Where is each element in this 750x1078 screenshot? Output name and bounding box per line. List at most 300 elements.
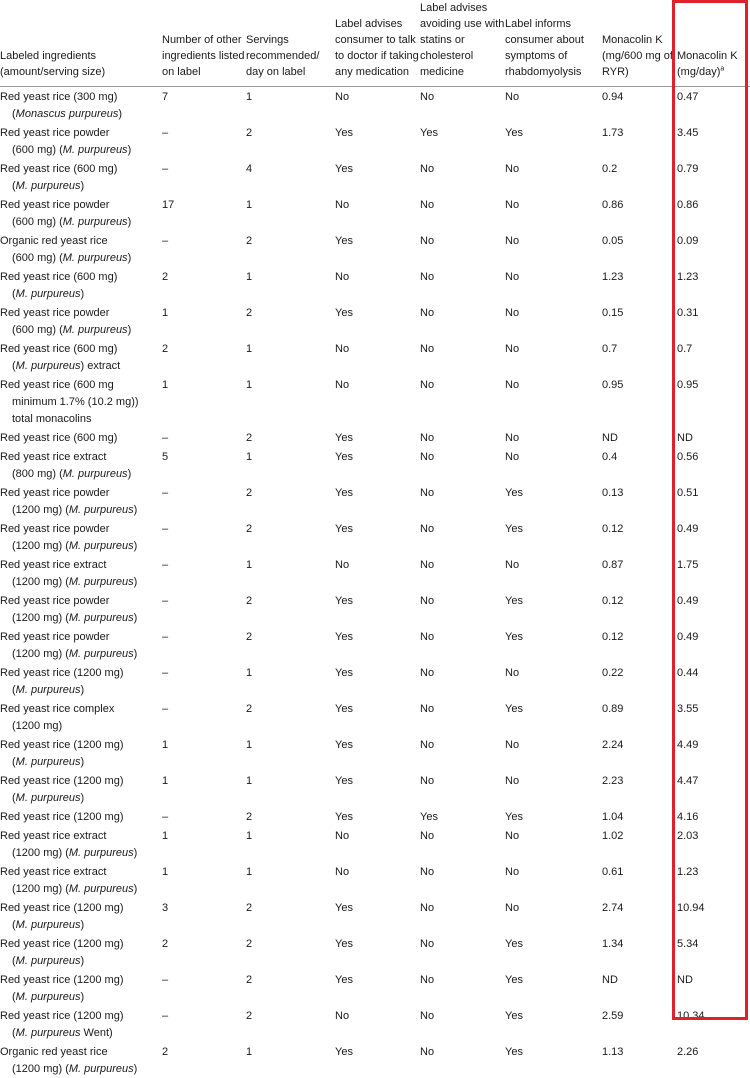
cell-monacolin-per-day: 4.47 <box>677 771 750 807</box>
cell-monacolin-per-600mg: 0.12 <box>602 591 677 627</box>
cell-talk-to-doctor: Yes <box>335 231 420 267</box>
cell-monacolin-per-day: 0.56 <box>677 447 750 483</box>
cell-avoid-statins: No <box>420 826 505 862</box>
cell-avoid-statins: No <box>420 699 505 735</box>
table-row <box>0 934 750 970</box>
cell-other-ingredients: 3 <box>162 898 246 934</box>
cell-talk-to-doctor: Yes <box>335 591 420 627</box>
table-row <box>0 862 750 898</box>
cell-talk-to-doctor: Yes <box>335 970 420 1006</box>
cell-other-ingredients: – <box>162 159 246 195</box>
cell-avoid-statins: No <box>420 87 505 124</box>
ingredient-line: (Monascus purpureus) <box>0 106 162 123</box>
ingredient-line: (1200 mg) (M. purpureus) <box>0 646 162 663</box>
cell-rhabdomyolysis: No <box>505 195 602 231</box>
cell-rhabdomyolysis: Yes <box>505 627 602 663</box>
cell-monacolin-per-600mg: 0.2 <box>602 159 677 195</box>
cell-monacolin-per-600mg: 1.34 <box>602 934 677 970</box>
cell-monacolin-per-day: 0.86 <box>677 195 750 231</box>
cell-servings: 1 <box>246 195 335 231</box>
cell-servings: 2 <box>246 483 335 519</box>
table-row <box>0 826 750 862</box>
cell-monacolin-per-day: ND <box>677 970 750 1006</box>
cell-ingredients <box>0 483 162 519</box>
cell-ingredients <box>0 195 162 231</box>
ingredient-line: Organic red yeast rice <box>0 235 108 247</box>
cell-talk-to-doctor: No <box>335 1006 420 1042</box>
cell-monacolin-per-day: 3.55 <box>677 699 750 735</box>
cell-ingredients <box>0 934 162 970</box>
cell-ingredients <box>0 447 162 483</box>
cell-avoid-statins: No <box>420 339 505 375</box>
cell-ingredients <box>0 862 162 898</box>
cell-monacolin-per-600mg: 2.74 <box>602 898 677 934</box>
cell-rhabdomyolysis: No <box>505 735 602 771</box>
cell-other-ingredients: 1 <box>162 375 246 428</box>
cell-servings: 1 <box>246 555 335 591</box>
cell-talk-to-doctor: Yes <box>335 519 420 555</box>
cell-other-ingredients: – <box>162 591 246 627</box>
table-row <box>0 483 750 519</box>
cell-monacolin-per-600mg: ND <box>602 428 677 447</box>
cell-avoid-statins: Yes <box>420 807 505 826</box>
table-row <box>0 87 750 124</box>
ingredient-line: (600 mg) (M. purpureus) <box>0 142 162 159</box>
table-row <box>0 807 750 826</box>
cell-monacolin-per-day: ND <box>677 428 750 447</box>
cell-monacolin-per-600mg: 2.23 <box>602 771 677 807</box>
cell-servings: 1 <box>246 267 335 303</box>
table-row <box>0 159 750 195</box>
ingredient-line: Red yeast rice powder <box>0 523 109 535</box>
cell-monacolin-per-600mg: 0.87 <box>602 555 677 591</box>
cell-monacolin-per-day: 0.49 <box>677 591 750 627</box>
cell-rhabdomyolysis: Yes <box>505 591 602 627</box>
cell-rhabdomyolysis: No <box>505 231 602 267</box>
cell-rhabdomyolysis: No <box>505 862 602 898</box>
cell-other-ingredients: – <box>162 483 246 519</box>
cell-talk-to-doctor: Yes <box>335 303 420 339</box>
header-other-ingredients: Number of other ingredients listed on label <box>162 0 246 87</box>
cell-avoid-statins: Yes <box>420 123 505 159</box>
ingredient-line: Red yeast rice powder <box>0 199 109 211</box>
table-row <box>0 519 750 555</box>
table-row <box>0 898 750 934</box>
cell-ingredients <box>0 159 162 195</box>
cell-ingredients <box>0 699 162 735</box>
cell-rhabdomyolysis: Yes <box>505 699 602 735</box>
ingredient-line: total monacolins <box>0 411 162 428</box>
cell-servings: 2 <box>246 519 335 555</box>
ingredient-line: Red yeast rice powder <box>0 631 109 643</box>
table-row <box>0 195 750 231</box>
ingredient-line: (M. purpureus) <box>0 178 162 195</box>
cell-rhabdomyolysis: Yes <box>505 934 602 970</box>
cell-servings: 1 <box>246 375 335 428</box>
cell-other-ingredients: 2 <box>162 1042 246 1078</box>
table-row <box>0 447 750 483</box>
ingredient-line: (1200 mg) <box>0 718 162 735</box>
cell-ingredients <box>0 807 162 826</box>
cell-rhabdomyolysis: No <box>505 898 602 934</box>
ingredient-line: Red yeast rice powder <box>0 487 109 499</box>
cell-ingredients <box>0 1042 162 1078</box>
cell-other-ingredients: 7 <box>162 87 246 124</box>
cell-ingredients <box>0 826 162 862</box>
ingredient-line: Red yeast rice (1200 mg) <box>0 811 124 823</box>
ingredient-line: Red yeast rice powder <box>0 595 109 607</box>
cell-ingredients <box>0 555 162 591</box>
cell-rhabdomyolysis: No <box>505 663 602 699</box>
cell-servings: 2 <box>246 699 335 735</box>
ingredient-line: (1200 mg) (M. purpureus) <box>0 538 162 555</box>
ingredient-line: Red yeast rice (1200 mg) <box>0 902 124 914</box>
cell-monacolin-per-day: 4.49 <box>677 735 750 771</box>
cell-other-ingredients: 2 <box>162 267 246 303</box>
cell-talk-to-doctor: No <box>335 826 420 862</box>
cell-ingredients <box>0 898 162 934</box>
cell-monacolin-per-600mg: 1.04 <box>602 807 677 826</box>
cell-servings: 1 <box>246 339 335 375</box>
cell-monacolin-per-600mg: 1.02 <box>602 826 677 862</box>
cell-monacolin-per-600mg: 0.7 <box>602 339 677 375</box>
ingredient-line: (1200 mg) (M. purpureus) <box>0 610 162 627</box>
cell-ingredients <box>0 771 162 807</box>
cell-servings: 1 <box>246 447 335 483</box>
cell-monacolin-per-600mg: 2.59 <box>602 1006 677 1042</box>
table-row <box>0 303 750 339</box>
cell-ingredients <box>0 735 162 771</box>
table-row <box>0 339 750 375</box>
ingredient-line: (600 mg) (M. purpureus) <box>0 322 162 339</box>
table-row <box>0 1042 750 1078</box>
ingredient-line: (1200 mg) (M. purpureus) <box>0 502 162 519</box>
cell-talk-to-doctor: Yes <box>335 123 420 159</box>
cell-other-ingredients: – <box>162 1006 246 1042</box>
ingredient-line: Red yeast rice (1200 mg) <box>0 667 124 679</box>
cell-avoid-statins: No <box>420 483 505 519</box>
cell-talk-to-doctor: No <box>335 339 420 375</box>
cell-servings: 1 <box>246 87 335 124</box>
cell-servings: 2 <box>246 428 335 447</box>
cell-servings: 2 <box>246 231 335 267</box>
ingredient-line: Red yeast rice (1200 mg) <box>0 775 124 787</box>
cell-other-ingredients: 5 <box>162 447 246 483</box>
cell-talk-to-doctor: No <box>335 87 420 124</box>
cell-ingredients <box>0 519 162 555</box>
cell-avoid-statins: No <box>420 267 505 303</box>
cell-other-ingredients: – <box>162 428 246 447</box>
cell-ingredients <box>0 339 162 375</box>
cell-servings: 1 <box>246 663 335 699</box>
table-row <box>0 771 750 807</box>
cell-talk-to-doctor: Yes <box>335 663 420 699</box>
ingredient-line: (M. purpureus) extract <box>0 358 162 375</box>
ingredient-line: (M. purpureus) <box>0 989 162 1006</box>
ingredient-line: Red yeast rice (1200 mg) <box>0 974 124 986</box>
cell-monacolin-per-600mg: 1.13 <box>602 1042 677 1078</box>
cell-other-ingredients: – <box>162 807 246 826</box>
cell-monacolin-per-600mg: 0.13 <box>602 483 677 519</box>
cell-rhabdomyolysis: No <box>505 375 602 428</box>
cell-servings: 2 <box>246 303 335 339</box>
cell-monacolin-per-600mg: 0.15 <box>602 303 677 339</box>
ingredient-line: Organic red yeast rice <box>0 1046 108 1058</box>
cell-rhabdomyolysis: No <box>505 159 602 195</box>
table-row <box>0 375 750 428</box>
cell-monacolin-per-600mg: 0.95 <box>602 375 677 428</box>
cell-avoid-statins: No <box>420 447 505 483</box>
cell-monacolin-per-600mg: 0.89 <box>602 699 677 735</box>
cell-monacolin-per-600mg: 0.86 <box>602 195 677 231</box>
ingredient-line: (M. purpureus) <box>0 286 162 303</box>
ingredient-line: Red yeast rice extract <box>0 866 106 878</box>
ingredient-line: (M. purpureus) <box>0 917 162 934</box>
cell-servings: 2 <box>246 123 335 159</box>
table-row <box>0 735 750 771</box>
header-monacolin-per-600mg: Monacolin K (mg/600 mg of RYR) <box>602 0 677 87</box>
cell-talk-to-doctor: Yes <box>335 934 420 970</box>
cell-rhabdomyolysis: No <box>505 303 602 339</box>
cell-rhabdomyolysis: No <box>505 826 602 862</box>
header-row <box>0 0 750 87</box>
cell-monacolin-per-600mg: 1.73 <box>602 123 677 159</box>
table-row <box>0 267 750 303</box>
ingredient-line: Red yeast rice complex <box>0 703 114 715</box>
header-rhabdomyolysis: Label informs consumer about symptoms of rhabdomyolysis <box>505 0 602 87</box>
header-servings: Servings recommended/ day on label <box>246 0 335 87</box>
cell-servings: 1 <box>246 771 335 807</box>
header-monacolin-per-day-label: Monacolin K (mg/day) <box>677 50 738 78</box>
cell-rhabdomyolysis: No <box>505 339 602 375</box>
header-ingredients: Labeled ingredients (amount/serving size) <box>0 0 162 87</box>
cell-ingredients <box>0 375 162 428</box>
cell-monacolin-per-day: 0.95 <box>677 375 750 428</box>
cell-other-ingredients: – <box>162 663 246 699</box>
cell-avoid-statins: No <box>420 159 505 195</box>
cell-ingredients <box>0 970 162 1006</box>
cell-servings: 1 <box>246 826 335 862</box>
cell-rhabdomyolysis: No <box>505 771 602 807</box>
cell-servings: 1 <box>246 735 335 771</box>
cell-monacolin-per-600mg: 0.94 <box>602 87 677 124</box>
cell-servings: 2 <box>246 1006 335 1042</box>
cell-servings: 2 <box>246 591 335 627</box>
ingredient-line: Red yeast rice (600 mg) <box>0 432 117 444</box>
cell-other-ingredients: – <box>162 519 246 555</box>
table-row <box>0 123 750 159</box>
cell-monacolin-per-day: 0.09 <box>677 231 750 267</box>
table-row <box>0 699 750 735</box>
cell-avoid-statins: No <box>420 375 505 428</box>
cell-avoid-statins: No <box>420 934 505 970</box>
ingredient-line: Red yeast rice (600 mg) <box>0 271 117 283</box>
header-avoid-statins: Label advises avoiding use with statins or cholesterol medicine <box>420 0 505 87</box>
cell-rhabdomyolysis: Yes <box>505 970 602 1006</box>
cell-monacolin-per-day: 10.34 <box>677 1006 750 1042</box>
ingredient-line: Red yeast rice (1200 mg) <box>0 1010 124 1022</box>
cell-talk-to-doctor: No <box>335 862 420 898</box>
cell-ingredients <box>0 591 162 627</box>
cell-avoid-statins: No <box>420 195 505 231</box>
cell-other-ingredients: 1 <box>162 862 246 898</box>
cell-monacolin-per-600mg: 0.4 <box>602 447 677 483</box>
cell-talk-to-doctor: Yes <box>335 771 420 807</box>
cell-rhabdomyolysis: Yes <box>505 123 602 159</box>
cell-monacolin-per-day: 0.51 <box>677 483 750 519</box>
cell-other-ingredients: 2 <box>162 339 246 375</box>
cell-ingredients <box>0 663 162 699</box>
cell-monacolin-per-600mg: 0.12 <box>602 519 677 555</box>
cell-ingredients <box>0 627 162 663</box>
ingredient-line: Red yeast rice (300 mg) <box>0 91 117 103</box>
cell-talk-to-doctor: Yes <box>335 627 420 663</box>
cell-servings: 2 <box>246 898 335 934</box>
cell-other-ingredients: – <box>162 970 246 1006</box>
table-row <box>0 627 750 663</box>
cell-monacolin-per-day: 1.23 <box>677 862 750 898</box>
cell-other-ingredients: – <box>162 555 246 591</box>
cell-servings: 4 <box>246 159 335 195</box>
cell-avoid-statins: No <box>420 303 505 339</box>
cell-rhabdomyolysis: No <box>505 428 602 447</box>
cell-other-ingredients: – <box>162 231 246 267</box>
cell-monacolin-per-day: 0.44 <box>677 663 750 699</box>
cell-servings: 1 <box>246 862 335 898</box>
ingredient-line: Red yeast rice powder <box>0 127 109 139</box>
table-row <box>0 663 750 699</box>
cell-avoid-statins: No <box>420 970 505 1006</box>
cell-rhabdomyolysis: No <box>505 87 602 124</box>
cell-talk-to-doctor: Yes <box>335 898 420 934</box>
cell-other-ingredients: 1 <box>162 826 246 862</box>
ingredient-line: (M. purpureus) <box>0 754 162 771</box>
cell-avoid-statins: No <box>420 898 505 934</box>
ingredient-line: (800 mg) (M. purpureus) <box>0 466 162 483</box>
cell-monacolin-per-600mg: 0.61 <box>602 862 677 898</box>
ingredient-line: Red yeast rice powder <box>0 307 109 319</box>
cell-talk-to-doctor: No <box>335 375 420 428</box>
cell-servings: 2 <box>246 807 335 826</box>
header-monacolin-per-day <box>677 0 750 87</box>
ingredient-line: Red yeast rice (600 mg) <box>0 163 117 175</box>
cell-servings: 2 <box>246 934 335 970</box>
cell-other-ingredients: 17 <box>162 195 246 231</box>
cell-avoid-statins: No <box>420 735 505 771</box>
table-row <box>0 231 750 267</box>
cell-rhabdomyolysis: No <box>505 447 602 483</box>
cell-rhabdomyolysis: Yes <box>505 807 602 826</box>
cell-monacolin-per-600mg: 2.24 <box>602 735 677 771</box>
cell-rhabdomyolysis: No <box>505 555 602 591</box>
cell-monacolin-per-day: 0.49 <box>677 627 750 663</box>
ingredient-line: (600 mg) (M. purpureus) <box>0 250 162 267</box>
cell-monacolin-per-day: 3.45 <box>677 123 750 159</box>
cell-monacolin-per-600mg: 0.05 <box>602 231 677 267</box>
cell-ingredients <box>0 267 162 303</box>
table-row <box>0 428 750 447</box>
cell-rhabdomyolysis: Yes <box>505 519 602 555</box>
cell-avoid-statins: No <box>420 862 505 898</box>
ingredient-line: Red yeast rice (1200 mg) <box>0 739 124 751</box>
table-row <box>0 591 750 627</box>
cell-avoid-statins: No <box>420 1042 505 1078</box>
cell-monacolin-per-600mg: 0.22 <box>602 663 677 699</box>
cell-other-ingredients: 1 <box>162 771 246 807</box>
cell-talk-to-doctor: Yes <box>335 428 420 447</box>
cell-talk-to-doctor: No <box>335 555 420 591</box>
cell-monacolin-per-day: 2.26 <box>677 1042 750 1078</box>
cell-monacolin-per-day: 0.49 <box>677 519 750 555</box>
ingredient-line: Red yeast rice extract <box>0 830 106 842</box>
cell-monacolin-per-day: 0.31 <box>677 303 750 339</box>
ingredient-line: (M. purpureus) <box>0 790 162 807</box>
cell-ingredients <box>0 87 162 124</box>
footnote-marker: a <box>720 65 724 72</box>
cell-talk-to-doctor: Yes <box>335 807 420 826</box>
ingredient-line: Red yeast rice (600 mg) <box>0 343 117 355</box>
cell-rhabdomyolysis: No <box>505 267 602 303</box>
cell-talk-to-doctor: Yes <box>335 159 420 195</box>
cell-avoid-statins: No <box>420 1006 505 1042</box>
cell-avoid-statins: No <box>420 663 505 699</box>
cell-servings: 2 <box>246 627 335 663</box>
cell-avoid-statins: No <box>420 519 505 555</box>
cell-monacolin-per-day: 10.94 <box>677 898 750 934</box>
cell-talk-to-doctor: Yes <box>335 447 420 483</box>
cell-other-ingredients: – <box>162 699 246 735</box>
cell-other-ingredients: – <box>162 123 246 159</box>
ingredient-line: Red yeast rice (1200 mg) <box>0 938 124 950</box>
ingredient-line: minimum 1.7% (10.2 mg)) <box>0 394 162 411</box>
cell-avoid-statins: No <box>420 627 505 663</box>
cell-avoid-statins: No <box>420 591 505 627</box>
cell-monacolin-per-day: 0.47 <box>677 87 750 124</box>
cell-rhabdomyolysis: Yes <box>505 1006 602 1042</box>
cell-monacolin-per-day: 5.34 <box>677 934 750 970</box>
table-body <box>0 87 750 1078</box>
cell-monacolin-per-day: 0.7 <box>677 339 750 375</box>
ingredient-line: (1200 mg) (M. purpureus) <box>0 574 162 591</box>
ingredient-line: (1200 mg) (M. purpureus) <box>0 881 162 898</box>
cell-monacolin-per-600mg: 1.23 <box>602 267 677 303</box>
cell-avoid-statins: No <box>420 428 505 447</box>
table-row <box>0 555 750 591</box>
cell-other-ingredients: 1 <box>162 735 246 771</box>
cell-monacolin-per-day: 0.79 <box>677 159 750 195</box>
cell-monacolin-per-day: 4.16 <box>677 807 750 826</box>
cell-servings: 2 <box>246 970 335 1006</box>
cell-avoid-statins: No <box>420 771 505 807</box>
ingredient-line: (M. purpureus) <box>0 953 162 970</box>
ingredient-line: (M. purpureus) <box>0 682 162 699</box>
cell-rhabdomyolysis: Yes <box>505 483 602 519</box>
cell-ingredients <box>0 231 162 267</box>
cell-talk-to-doctor: Yes <box>335 699 420 735</box>
header-talk-to-doctor: Label advises consumer to talk to doctor if taking any medication <box>335 0 420 87</box>
cell-monacolin-per-day: 2.03 <box>677 826 750 862</box>
ingredient-line: (M. purpureus Went) <box>0 1025 162 1042</box>
cell-monacolin-per-600mg: ND <box>602 970 677 1006</box>
ingredient-line: (1200 mg) (M. purpureus) <box>0 1061 162 1078</box>
cell-other-ingredients: 1 <box>162 303 246 339</box>
cell-avoid-statins: No <box>420 555 505 591</box>
cell-monacolin-per-day: 1.23 <box>677 267 750 303</box>
cell-avoid-statins: No <box>420 231 505 267</box>
ingredient-line: Red yeast rice extract <box>0 451 106 463</box>
cell-monacolin-per-day: 1.75 <box>677 555 750 591</box>
table-row <box>0 970 750 1006</box>
